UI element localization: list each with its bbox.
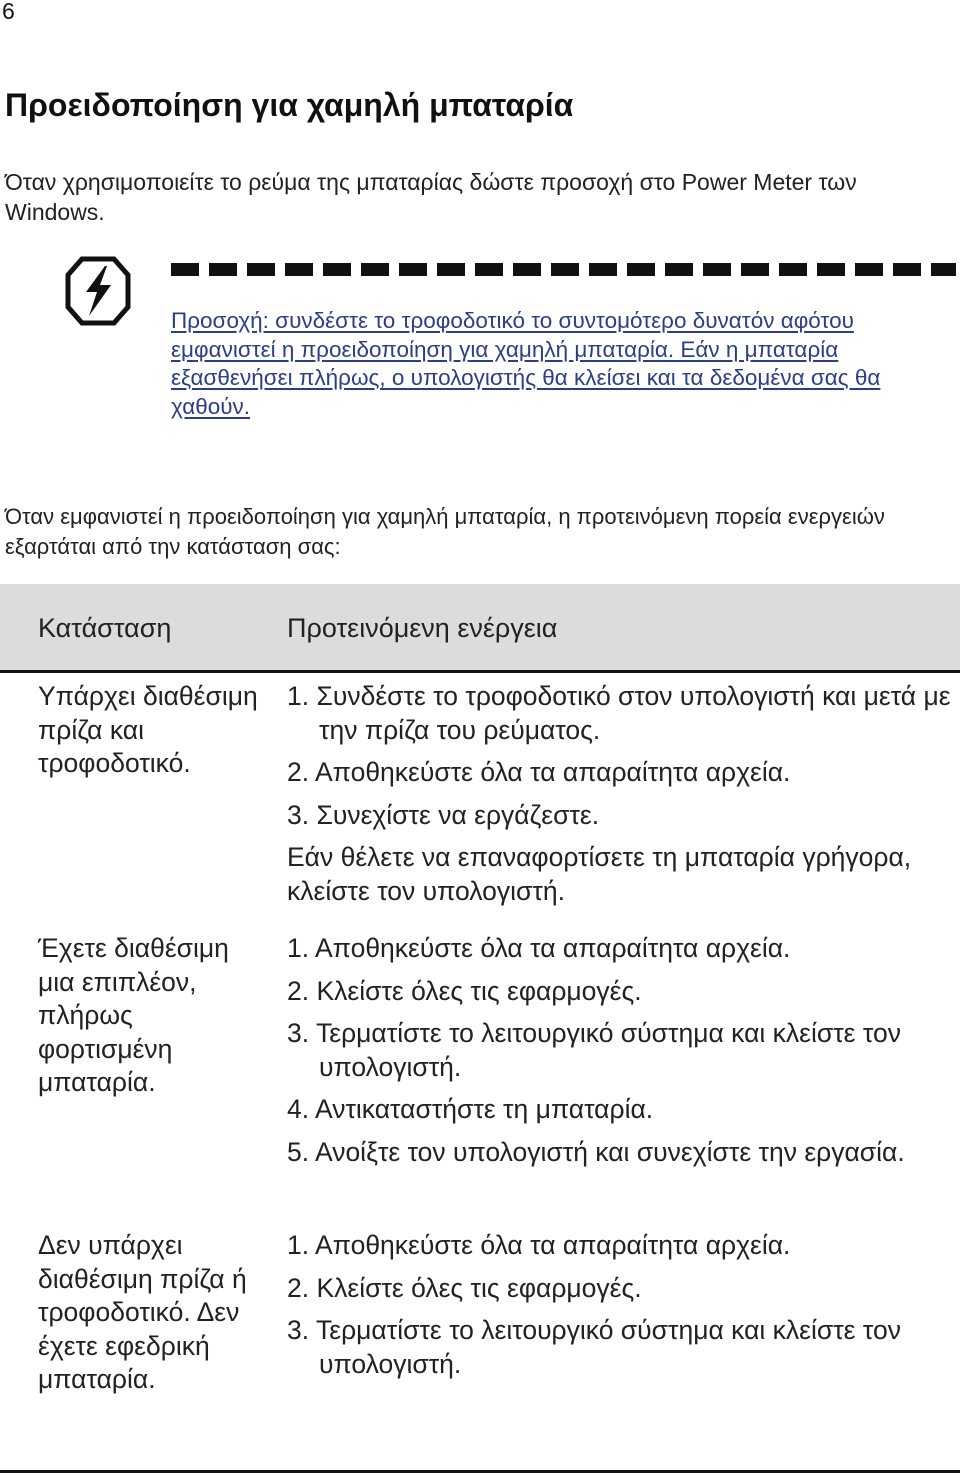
- row-3-action-3: 3. Τερματίστε το λειτουργικό σύστημα και κλείστε τον υπολογιστή.: [287, 1315, 901, 1379]
- row-1-actions: [287, 680, 957, 917]
- warning-divider: [171, 263, 956, 276]
- warning-text: Προσοχή: συνδέστε το τροφοδοτικό το συντομότερο δυνατόν αφότου εμφανιστεί η προειδοποίηση για χαμηλή μπαταρία. Εάν η μπαταρία εξασθενήσει πλήρως, ο υπολογιστής θα κλείσει και τα δεδομένα σας θα χαθούν.: [171, 308, 881, 419]
- row-2-actions: [287, 932, 957, 1178]
- row-2-action-2: 2. Κλείστε όλες τις εφαρμογές.: [287, 975, 642, 1006]
- table-bottom-rule: [0, 1470, 960, 1473]
- row-2-action-3: 3. Τερματίστε το λειτουργικό σύστημα και κλείστε τον υπολογιστή.: [287, 1018, 901, 1082]
- table-header-state: Κατάσταση: [38, 613, 172, 643]
- row-2-action-5: 5. Ανοίξτε τον υπολογιστή και συνεχίστε την εργασία.: [287, 1136, 905, 1167]
- row-1-action-1: 1. Συνδέστε το τροφοδοτικό στον υπολογιστή και μετά με την πρίζα του ρεύματος.: [287, 681, 951, 745]
- row-3-actions: [287, 1229, 957, 1390]
- row-2-action-1: 1. Αποθηκεύστε όλα τα απαραίτητα αρχεία.: [287, 933, 791, 963]
- table-header-action: Προτεινόμενη ενέργεια: [287, 613, 558, 643]
- page-number: 6: [2, 0, 15, 24]
- intro-paragraph: Όταν χρησιμοποιείτε το ρεύμα της μπαταρίας δώστε προσοχή στο Power Meter των Windows.: [5, 169, 857, 225]
- table-header: [0, 584, 960, 673]
- high-voltage-warning-icon: [64, 253, 132, 329]
- row-3-action-1: 1. Αποθηκεύστε όλα τα απαραίτητα αρχεία.: [287, 1230, 791, 1260]
- row-1-note: Εάν θέλετε να επαναφορτίσετε τη μπαταρία γρήγορα, κλείστε τον υπολογιστή.: [287, 842, 912, 906]
- row-2-state: Έχετε διαθέσιμη μια επιπλέον, πλήρως φορτισμένη μπαταρία.: [38, 933, 229, 1097]
- lead-paragraph: Όταν εμφανιστεί η προειδοποίηση για χαμηλή μπαταρία, η προτεινόμενη πορεία ενεργειών εξαρτάται από την κατάσταση σας:: [5, 504, 885, 559]
- row-1-action-2: 2. Αποθηκεύστε όλα τα απαραίτητα αρχεία.: [287, 757, 791, 787]
- row-2-action-4: 4. Αντικαταστήστε τη μπαταρία.: [287, 1094, 654, 1124]
- row-3-state: Δεν υπάρχει διαθέσιμη πρίζα ή τροφοδοτικό. Δεν έχετε εφεδρική μπαταρία.: [38, 1230, 247, 1394]
- page-title: Προειδοποίηση για χαμηλή μπαταρία: [5, 87, 574, 123]
- row-3-action-2: 2. Κλείστε όλες τις εφαρμογές.: [287, 1272, 642, 1303]
- row-1-action-3: 3. Συνεχίστε να εργάζεστε.: [287, 799, 600, 830]
- row-1-state: Υπάρχει διαθέσιμη πρίζα και τροφοδοτικό.: [38, 681, 258, 778]
